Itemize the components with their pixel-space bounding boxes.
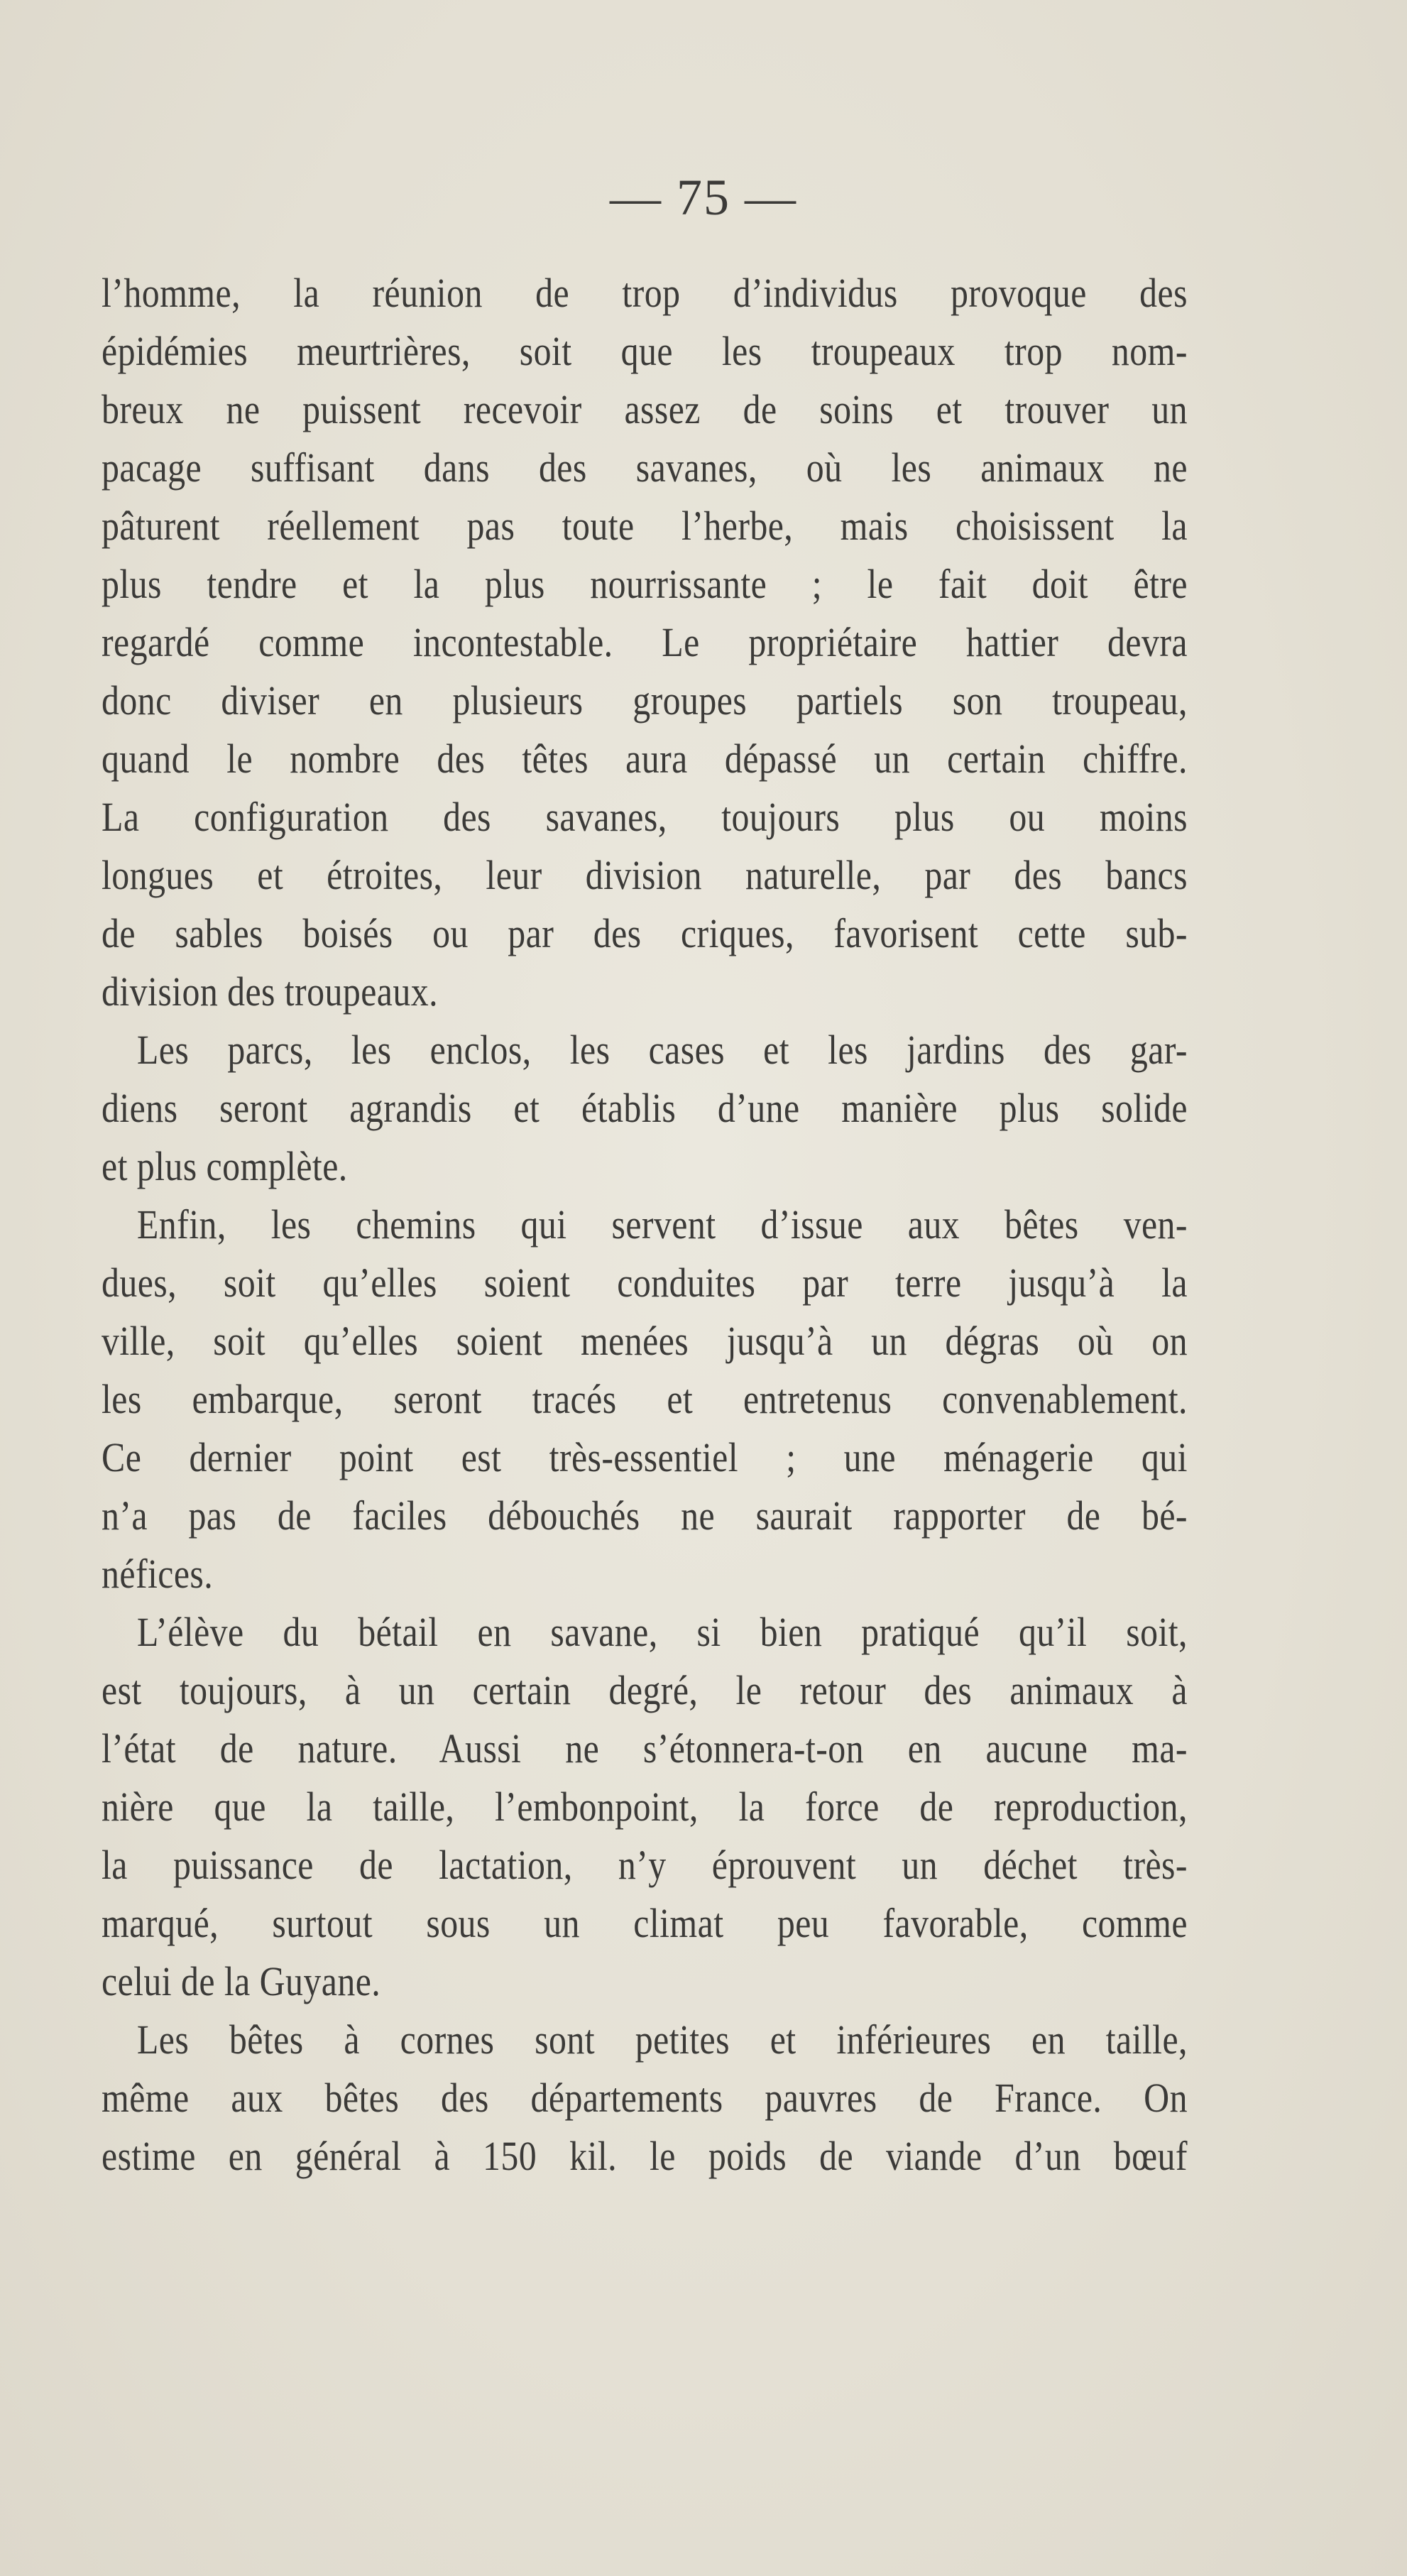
text-line: Ce dernier point est très-essentiel ; une ménagerie qui <box>102 1434 1188 1480</box>
text-line: pacage suffisant dans des savanes, où les animaux ne <box>102 444 1188 491</box>
text-line: n’a pas de faciles débouchés ne saurait rapporter de bé- <box>102 1492 1188 1539</box>
text-line: celui de la Guyane. <box>102 1958 381 2004</box>
text-line: Enfin, les chemins qui servent d’issue aux bêtes ven- <box>136 1201 1188 1248</box>
text-line: l’état de nature. Aussi ne s’étonnera-t-on en aucune ma- <box>102 1725 1188 1772</box>
text-line: marqué, surtout sous un climat peu favorable, comme <box>102 1900 1188 1946</box>
text-line: L’élève du bétail en savane, si bien pratiqué qu’il soit, <box>136 1609 1188 1655</box>
text-line: estime en général à 150 kil. le poids de viande d’un bœuf <box>102 2133 1188 2179</box>
text-line: la puissance de lactation, n’y éprouvent un déchet très- <box>102 1842 1188 1888</box>
text-line: pâturent réellement pas toute l’herbe, mais choisissent la <box>102 503 1188 549</box>
text-line: Les parcs, les enclos, les cases et les jardins des gar- <box>136 1027 1188 1073</box>
text-line: longues et étroites, leur division naturelle, par des bancs <box>102 852 1188 898</box>
text-line: division des troupeaux. <box>102 968 438 1015</box>
text-line: quand le nombre des têtes aura dépassé un certain chiffre. <box>102 736 1188 782</box>
text-line: néfices. <box>102 1551 214 1597</box>
text-line: breux ne puissent recevoir assez de soins et trouver un <box>102 386 1188 432</box>
text-line: dues, soit qu’elles soient conduites par terre jusqu’à la <box>102 1260 1188 1306</box>
text-line: même aux bêtes des départements pauvres de France. On <box>102 2075 1188 2121</box>
text-line: donc diviser en plusieurs groupes partiels son troupeau, <box>102 677 1188 724</box>
text-line: diens seront agrandis et établis d’une manière plus solide <box>102 1085 1188 1131</box>
text-line: Les bêtes à cornes sont petites et inférieures en taille, <box>136 2016 1188 2063</box>
text-line: de sables boisés ou par des criques, favorisent cette sub- <box>102 910 1188 956</box>
text-line: l’homme, la réunion de trop d’individus provoque des <box>102 270 1188 316</box>
text-line: plus tendre et la plus nourrissante ; le fait doit être <box>102 561 1188 607</box>
text-line: ville, soit qu’elles soient menées jusqu’à un dégras où on <box>102 1318 1188 1364</box>
text-line: est toujours, à un certain degré, le retour des animaux à <box>102 1667 1188 1713</box>
text-line: regardé comme incontestable. Le propriétaire hattier devra <box>102 619 1188 665</box>
text-line: La configuration des savanes, toujours plus ou moins <box>102 794 1188 840</box>
body-text <box>102 264 1188 2185</box>
text-line: les embarque, seront tracés et entretenus convenablement. <box>102 1376 1188 1422</box>
text-line: et plus complète. <box>102 1143 348 1189</box>
text-line: épidémies meurtrières, soit que les troupeaux trop nom- <box>102 328 1188 374</box>
page-number: — 75 — <box>610 169 797 226</box>
text-line: nière que la taille, l’embonpoint, la force de reproduction, <box>102 1784 1188 1830</box>
